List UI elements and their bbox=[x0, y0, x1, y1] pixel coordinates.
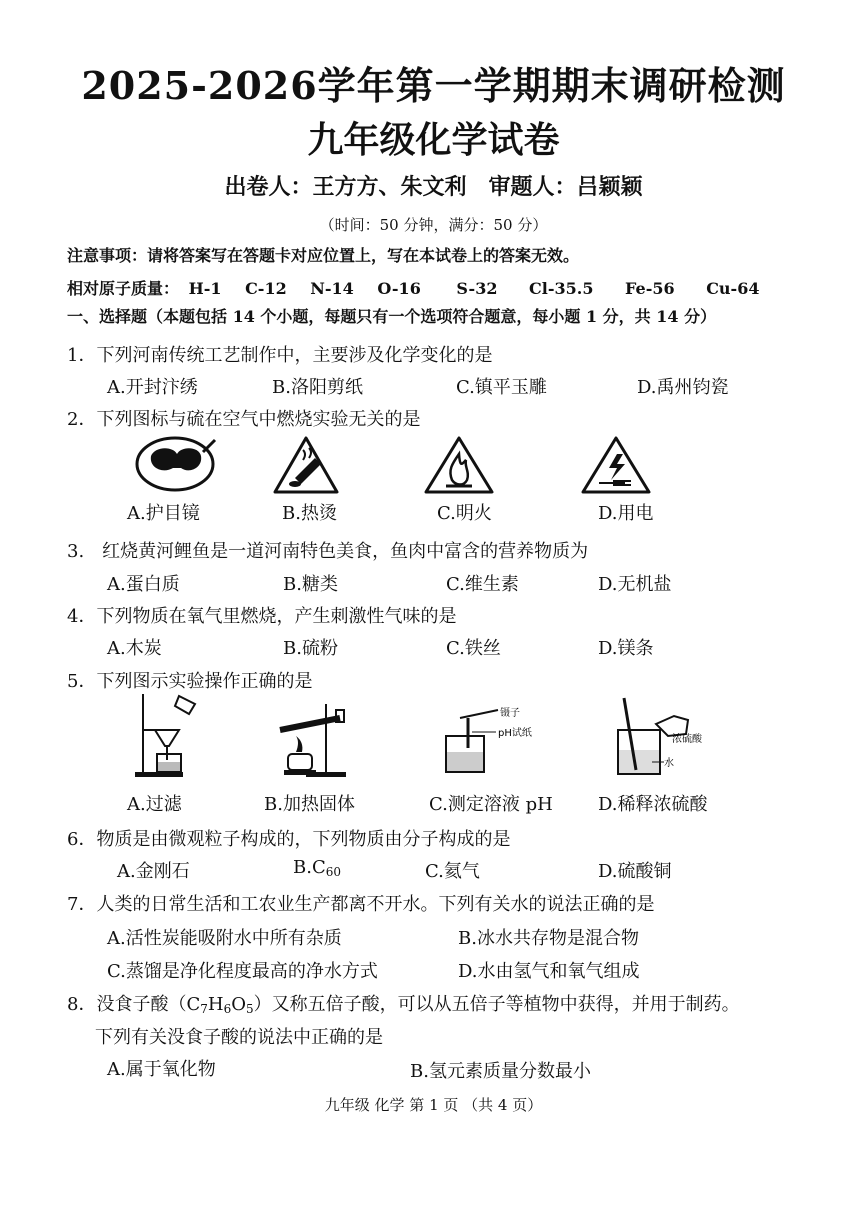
c60-subscript: 60 bbox=[325, 865, 342, 879]
atomic-mass-item: Cu-64 bbox=[706, 279, 760, 298]
exam-subtitle: 九年级化学试卷 bbox=[307, 119, 560, 161]
question-2-option-c: C.明火 bbox=[437, 503, 492, 524]
q8-stem-start: 8．没食子酸（C bbox=[67, 994, 201, 1015]
q8-stem-end: ）又称五倍子酸，可以从五倍子等植物中获得，并用于制药。 bbox=[253, 994, 740, 1015]
question-6-option-d: D.硫酸铜 bbox=[598, 861, 672, 882]
option-b-text: B.C bbox=[293, 857, 326, 878]
atomic-mass-item: N-14 bbox=[310, 279, 354, 298]
question-4-option-a: A.木炭 bbox=[107, 638, 162, 659]
filtration-figure bbox=[133, 690, 203, 780]
atomic-masses bbox=[67, 276, 759, 299]
formula-h: H bbox=[207, 994, 224, 1015]
electricity-icon bbox=[579, 434, 653, 496]
hot-surface-icon bbox=[271, 434, 341, 496]
question-3-option-c: C.维生素 bbox=[446, 574, 519, 595]
question-5-option-c: C.测定溶液 pH bbox=[429, 794, 553, 815]
atomic-masses-label: 相对原子质量： bbox=[67, 279, 180, 298]
question-6-stem: 6．物质是由微观粒子构成的，下列物质由分子构成的是 bbox=[67, 829, 511, 850]
formula-sub-h: 6 bbox=[223, 1002, 232, 1016]
atomic-mass-item: Cl-35.5 bbox=[529, 279, 594, 298]
question-1-option-a: A.开封汴绣 bbox=[107, 377, 198, 398]
question-2-option-b: B.热烫 bbox=[282, 503, 337, 524]
question-2-option-d: D.用电 bbox=[598, 503, 654, 524]
page-footer: 九年级 化学 第 1 页 （共 4 页） bbox=[324, 1096, 543, 1114]
goggles-icon bbox=[133, 432, 219, 494]
question-4-stem: 4．下列物质在氧气里燃烧，产生刺激性气味的是 bbox=[67, 606, 457, 627]
formula-sub-c: 7 bbox=[200, 1002, 208, 1016]
time-info: （时间：50 分钟，满分：50 分） bbox=[319, 216, 548, 234]
question-7-option-d: D.水由氢气和氧气组成 bbox=[458, 961, 640, 982]
atomic-mass-item: Fe-56 bbox=[625, 279, 675, 298]
question-7-option-a: A.活性炭能吸附水中所有杂质 bbox=[107, 928, 342, 949]
question-7-option-c: C.蒸馏是净化程度最高的净水方式 bbox=[107, 961, 378, 982]
question-5-option-b: B.加热固体 bbox=[264, 794, 355, 815]
question-6-option-c: C.氦气 bbox=[425, 861, 480, 882]
ph-test-figure bbox=[440, 706, 540, 776]
exam-title: 2025-2026学年第一学期期末调研检测 bbox=[81, 63, 786, 108]
question-7-stem: 7．人类的日常生活和工农业生产都离不开水。下列有关水的说法正确的是 bbox=[67, 894, 655, 915]
question-8-option-a: A.属于氧化物 bbox=[107, 1059, 216, 1080]
formula-sub-o: 5 bbox=[245, 1002, 254, 1016]
question-1-stem: 1．下列河南传统工艺制作中，主要涉及化学变化的是 bbox=[67, 345, 493, 366]
question-4-option-d: D.镁条 bbox=[598, 638, 654, 659]
question-3-option-a: A.蛋白质 bbox=[107, 574, 180, 595]
atomic-mass-item: O-16 bbox=[377, 279, 421, 298]
conc-acid-label: 浓硫酸 bbox=[672, 734, 702, 745]
dilute-acid-figure bbox=[612, 694, 732, 778]
question-6-option-b bbox=[293, 857, 341, 879]
question-6-option-a: A.金刚石 bbox=[117, 861, 190, 882]
question-2-option-a: A.护目镜 bbox=[127, 503, 200, 524]
question-5-option-a: A.过滤 bbox=[127, 794, 182, 815]
question-1-option-d: D.禹州钧瓷 bbox=[637, 377, 729, 398]
atomic-mass-item: S-32 bbox=[456, 279, 498, 298]
heating-solid-figure bbox=[266, 700, 352, 780]
question-3-option-d: D.无机盐 bbox=[598, 574, 672, 595]
question-1-option-b: B.洛阳剪纸 bbox=[272, 377, 363, 398]
question-3-stem: 3. 红烧黄河鲤鱼是一道河南特色美食，鱼肉中富含的营养物质为 bbox=[67, 541, 589, 562]
ph-paper-label: pH试纸 bbox=[498, 728, 532, 739]
question-8-stem-line2: 下列有关没食子酸的说法中正确的是 bbox=[95, 1027, 383, 1048]
question-5-stem: 5．下列图示实验操作正确的是 bbox=[67, 671, 313, 692]
question-8-option-b: B.氢元素质量分数最小 bbox=[410, 1061, 591, 1082]
tweezers-label: 镊子 bbox=[500, 708, 520, 719]
question-7-option-b: B.冰水共存物是混合物 bbox=[458, 928, 639, 949]
question-4-option-c: C.铁丝 bbox=[446, 638, 501, 659]
open-flame-icon bbox=[422, 434, 496, 496]
atomic-mass-item: H-1 bbox=[188, 279, 222, 298]
formula-o: O bbox=[231, 994, 246, 1015]
question-2-stem: 2．下列图标与硫在空气中燃烧实验无关的是 bbox=[67, 409, 421, 430]
question-1-option-c: C.镇平玉雕 bbox=[456, 377, 547, 398]
question-3-option-b: B.糖类 bbox=[283, 574, 338, 595]
question-4-option-b: B.硫粉 bbox=[283, 638, 338, 659]
section-heading: 一、选择题（本题包括 14 个小题，每题只有一个选项符合题意，每小题 1 分，共 14 分） bbox=[67, 307, 717, 326]
authors-line: 出卷人：王方方、朱文利 审题人：吕颖颖 bbox=[224, 174, 643, 200]
question-5-option-d: D.稀释浓硫酸 bbox=[598, 794, 708, 815]
question-8-stem bbox=[67, 990, 740, 1016]
atomic-mass-item: C-12 bbox=[245, 279, 287, 298]
water-label: 水 bbox=[664, 758, 674, 769]
notice: 注意事项：请将答案写在答题卡对应位置上，写在本试卷上的答案无效。 bbox=[67, 246, 580, 265]
